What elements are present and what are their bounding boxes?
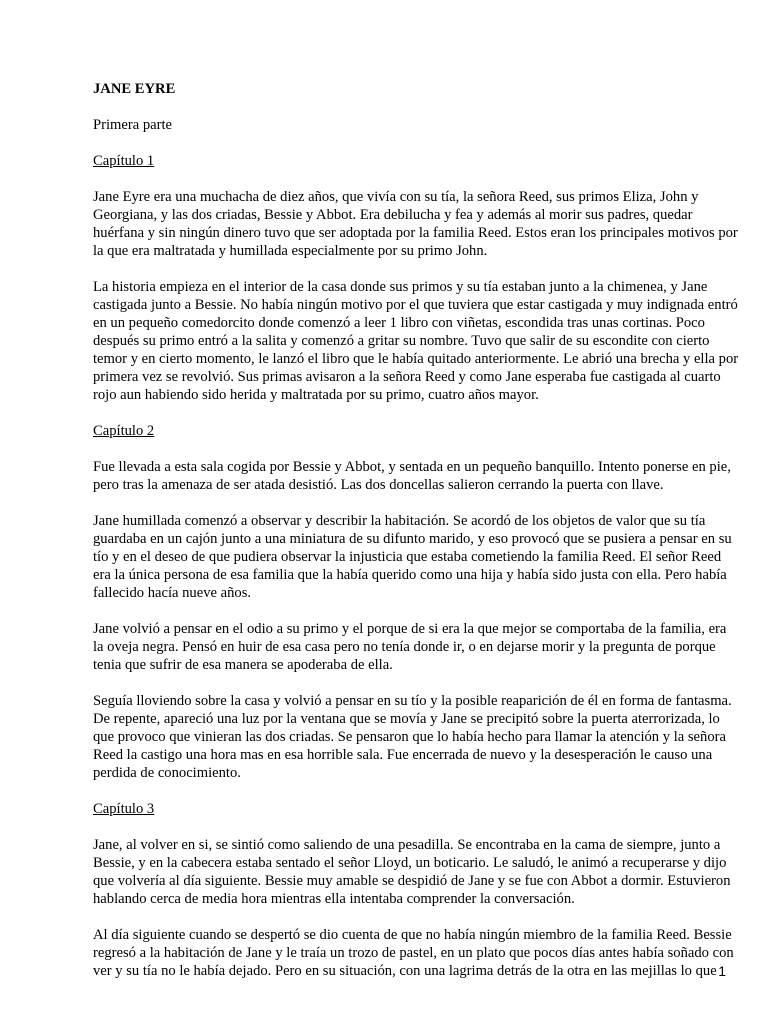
document-page bbox=[93, 80, 739, 998]
paragraph-line: Jane, al volver en si, se sintió como saliendo de una pesadilla. Se encontraba en la cama de siempre, junto a bbox=[93, 837, 721, 853]
paragraph-line: Jane volvió a pensar en el odio a su primo y el porque de si era la que mejor se comportaba de la familia, era bbox=[93, 621, 727, 637]
paragraph-line: después su primo entró a la salita y comenzó a gritar su nombre. Tuvo que salir de su escondite con cierto bbox=[93, 333, 710, 349]
chapter-heading: Capítulo 1 bbox=[93, 153, 155, 169]
paragraph-line: ver y su tía no le había dejado. Pero en su situación, con una lagrima detrás de la otra en las mejillas lo que bbox=[93, 963, 717, 979]
paragraph-line: Reed la castigo una hora mas en esa horrible sala. Fue encerrada de nuevo y la desesperación le causo una bbox=[93, 747, 713, 763]
paragraph-line: fallecido hacía nueve años. bbox=[93, 585, 252, 601]
paragraph-line: guardaba en un cajón junto a una miniatura de su difunto marido, y eso provocó que se pusiera a pensar en su bbox=[93, 531, 732, 547]
paragraph bbox=[93, 278, 739, 404]
paragraph-line: en un pequeño comedorcito donde comenzó a leer 1 libro con viñetas, escondida tras unas cortinas. Poco bbox=[93, 315, 705, 331]
chapters-container bbox=[93, 152, 739, 980]
paragraph-line: hablando cerca de media hora mientras ella intentaba comprender la conversación. bbox=[93, 891, 575, 907]
paragraph-line: tenia que sufrir de esa manera se apoderaba de ella. bbox=[93, 657, 393, 673]
paragraph bbox=[93, 188, 738, 260]
paragraph bbox=[93, 512, 732, 602]
paragraph-line: perdida de conocimiento. bbox=[93, 765, 241, 781]
chapter-heading: Capítulo 2 bbox=[93, 423, 155, 439]
paragraph-line: Bessie, y en la cabecera estaba sentado el señor Lloyd, un boticario. Le saludó, le animó a recuperarse y dijo bbox=[93, 855, 727, 871]
paragraph-line: Georgiana, y las dos criadas, Bessie y Abbot. Era debilucha y fea y además al morir sus padres, quedar bbox=[93, 207, 693, 223]
paragraph-line: Jane Eyre era una muchacha de diez años, que vivía con su tía, la señora Reed, sus primos Eliza, John y bbox=[93, 189, 699, 205]
paragraph-line: que provoco que vinieran las dos criadas. Se pensaron que lo había hecho para llamar la atención y la señora bbox=[93, 729, 726, 745]
paragraph-line: temor y en cierto momento, le lanzó el libro que le había quitado anteriormente. Le abrió una brecha y ella por bbox=[93, 351, 739, 367]
paragraph bbox=[93, 620, 725, 674]
paragraph-line: Fue llevada a esta sala cogida por Bessie y Abbot, y sentada en un pequeño banquillo. Intento ponerse en pie, bbox=[93, 459, 731, 475]
paragraph-line: regresó a la habitación de Jane y le traía un trozo de pastel, en un plato que pocos días antes había soñado con bbox=[93, 945, 734, 961]
paragraph bbox=[93, 458, 731, 494]
paragraph-line: De repente, apareció una luz por la ventana que se movía y Jane se precipitó sobre la puerta aterrorizada, lo bbox=[93, 711, 720, 727]
paragraph-line: tío y en el deseo de que pudiera observar la injusticia que estaba cometiendo la familia Reed. El señor Reed bbox=[93, 549, 722, 565]
paragraph bbox=[93, 836, 731, 908]
paragraph-line: huérfana y sin ningún dinero tuvo que ser adoptada por la familia Reed. Estos eran los principales motivos por bbox=[93, 225, 738, 241]
paragraph-line: pero tras la amenaza de ser atada desistió. Las dos doncellas salieron cerrando la puerta con llave. bbox=[93, 477, 664, 493]
paragraph bbox=[93, 926, 734, 980]
paragraph-line: primera vez se revolvió. Sus primas avisaron a la señora Reed y como Jane esperaba fue castigada al cuarto bbox=[93, 369, 721, 385]
paragraph-line: rojo aun habiendo sido herida y maltratada por su primo, cuatro años mayor. bbox=[93, 387, 539, 403]
chapter-heading: Capítulo 3 bbox=[93, 801, 155, 817]
paragraph bbox=[93, 692, 732, 782]
paragraph-line: la oveja negra. Pensó en huir de esa casa pero no tenía donde ir, o en dejarse morir y la pregunta de porque bbox=[93, 639, 716, 655]
paragraph-line: La historia empieza en el interior de la casa donde sus primos y su tía estaban junto a la chimenea, y Jane bbox=[93, 279, 708, 295]
document-title: JANE EYRE bbox=[93, 81, 176, 97]
page-number: 1 bbox=[718, 963, 726, 979]
part-heading: Primera parte bbox=[93, 117, 173, 133]
paragraph-line: Jane humillada comenzó a observar y describir la habitación. Se acordó de los objetos de valor que su tía bbox=[93, 513, 706, 529]
paragraph-line: era la única persona de esa familia que la había querido como una hija y había sido justa con ella. Pero había bbox=[93, 567, 727, 583]
paragraph-line: la que era maltratada y humillada especialmente por su primo John. bbox=[93, 243, 488, 259]
paragraph-line: Seguía lloviendo sobre la casa y volvió a pensar en su tío y la posible reaparición de él en forma de fantasma. bbox=[93, 693, 732, 709]
paragraph-line: que volvería al día siguiente. Bessie muy amable se despidió de Jane y se fue con Abbot a dormir. Estuvieron bbox=[93, 873, 731, 889]
paragraph-line: castigada junto a Bessie. No había ningún motivo por el que tuviera que estar castigada y muy indignada entró bbox=[93, 297, 738, 313]
paragraph-line: Al día siguiente cuando se despertó se dio cuenta de que no había ningún miembro de la familia Reed. Bessie bbox=[93, 927, 732, 943]
